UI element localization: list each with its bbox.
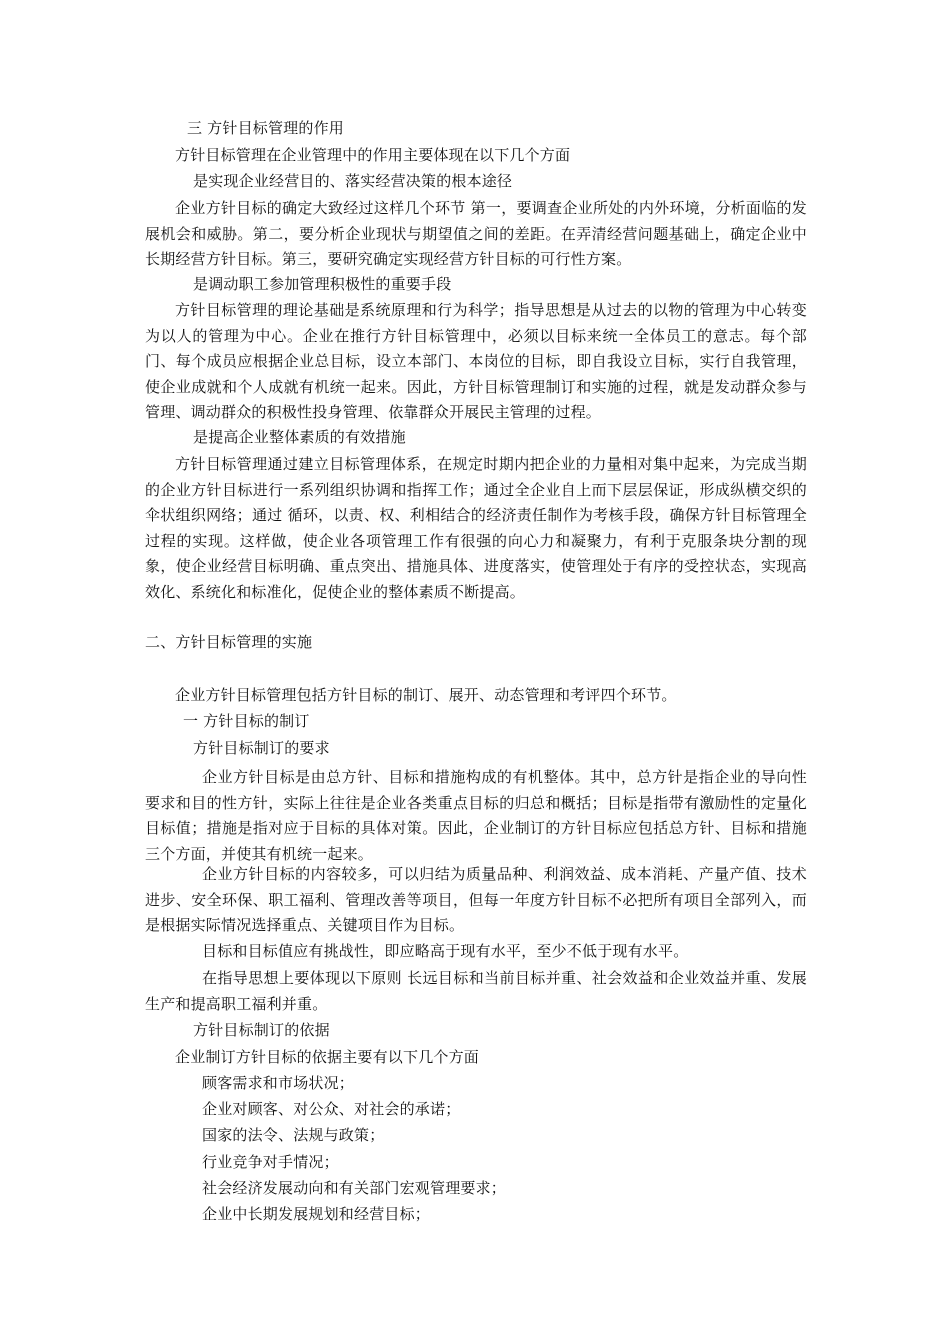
section-heading: 二、方针目标管理的实施	[145, 633, 313, 651]
paragraph: 方针目标管理通过建立目标管理体系，在规定时期内把企业的力量相对集中起来，为完成当期的企业方针目标进行一系列组织协调和指挥工作；通过全企业自上而下层层保证，形成纵横交织的伞状组织网络；通过 循环，以责、权、利相结合的经济责任制作为考核手段，确保方针目标管理全过程的实现。这样做，使企业各项管理工作有很强的向心力和凝聚力，有利于克服条块分割的现象，使企业经营目标明确、重点突出、措施具体、进度落实，使管理处于有序的受控状态，实现高效化、系统化和标准化，促使企业的整体素质不断提高。	[145, 455, 807, 601]
section-intro: 方针目标管理在企业管理中的作用主要体现在以下几个方面	[175, 146, 571, 164]
paragraph: 企业方针目标的内容较多，可以归结为质量品种、利润效益、成本消耗、产量产值、技术进步、安全环保、职工福利、管理改善等项目，但每一年度方针目标不必把所有项目全部列入，而是根据实际情况选择重点、关键项目作为目标。	[145, 865, 807, 934]
list-item: 企业中长期发展规划和经营目标；	[202, 1205, 431, 1223]
list-item: 企业对顾客、对公众、对社会的承诺；	[202, 1100, 461, 1118]
list-item: 国家的法令、法规与政策；	[202, 1126, 385, 1144]
subheading: 方针目标制订的依据	[193, 1021, 330, 1039]
subheading: 方针目标制订的要求	[193, 739, 330, 757]
section-intro: 企业制订方针目标的依据主要有以下几个方面	[175, 1048, 480, 1066]
paragraph: 企业方针目标是由总方针、目标和措施构成的有机整体。其中，总方针是指企业的导向性要求和目的性方针，实际上往往是企业各类重点目标的归总和概括；目标是指带有激励性的定量化目标值；措施是指对应于目标的具体对策。因此，企业制订的方针目标应包括总方针、目标和措施三个方面，并使其有机统一起来。	[145, 768, 807, 863]
subsection-heading: 一 方针目标的制订	[183, 712, 310, 730]
paragraph: 企业方针目标的确定大致经过这样几个环节 第一，要调查企业所处的内外环境，分析面临的发展机会和威胁。第二，要分析企业现状与期望值之间的差距。在弄清经营问题基础上，确定企业中长期经营方针目标。第三，要研究确定实现经营方针目标的可行性方案。	[145, 199, 807, 268]
paragraph: 方针目标管理的理论基础是系统原理和行为科学；指导思想是从过去的以物的管理为中心转变为以人的管理为中心。企业在推行方针目标管理中，必须以目标来统一全体员工的意志。每个部门、每个成员应根据企业总目标，设立本部门、本岗位的目标，即自我设立目标，实行自我管理，使企业成就和个人成就有机统一起来。因此，方针目标管理制订和实施的过程，就是发动群众参与管理、调动群众的积极性投身管理、依靠群众开展民主管理的过程。	[145, 301, 807, 421]
subheading: 是提高企业整体素质的有效措施	[193, 428, 406, 446]
section-intro: 企业方针目标管理包括方针目标的制订、展开、动态管理和考评四个环节。	[175, 686, 677, 704]
list-item: 社会经济发展动向和有关部门宏观管理要求；	[202, 1179, 507, 1197]
paragraph: 在指导思想上要体现以下原则 长远目标和当前目标并重、社会效益和企业效益并重、发展生产和提高职工福利并重。	[145, 969, 807, 1013]
list-item: 顾客需求和市场状况；	[202, 1074, 355, 1092]
subheading: 是实现企业经营目的、落实经营决策的根本途径	[193, 172, 513, 190]
subheading: 是调动职工参加管理积极性的重要手段	[193, 275, 452, 293]
list-item: 行业竞争对手情况；	[202, 1153, 339, 1171]
section-heading: 三 方针目标管理的作用	[187, 119, 344, 137]
paragraph: 目标和目标值应有挑战性，即应略高于现有水平，至少不低于现有水平。	[202, 942, 689, 960]
